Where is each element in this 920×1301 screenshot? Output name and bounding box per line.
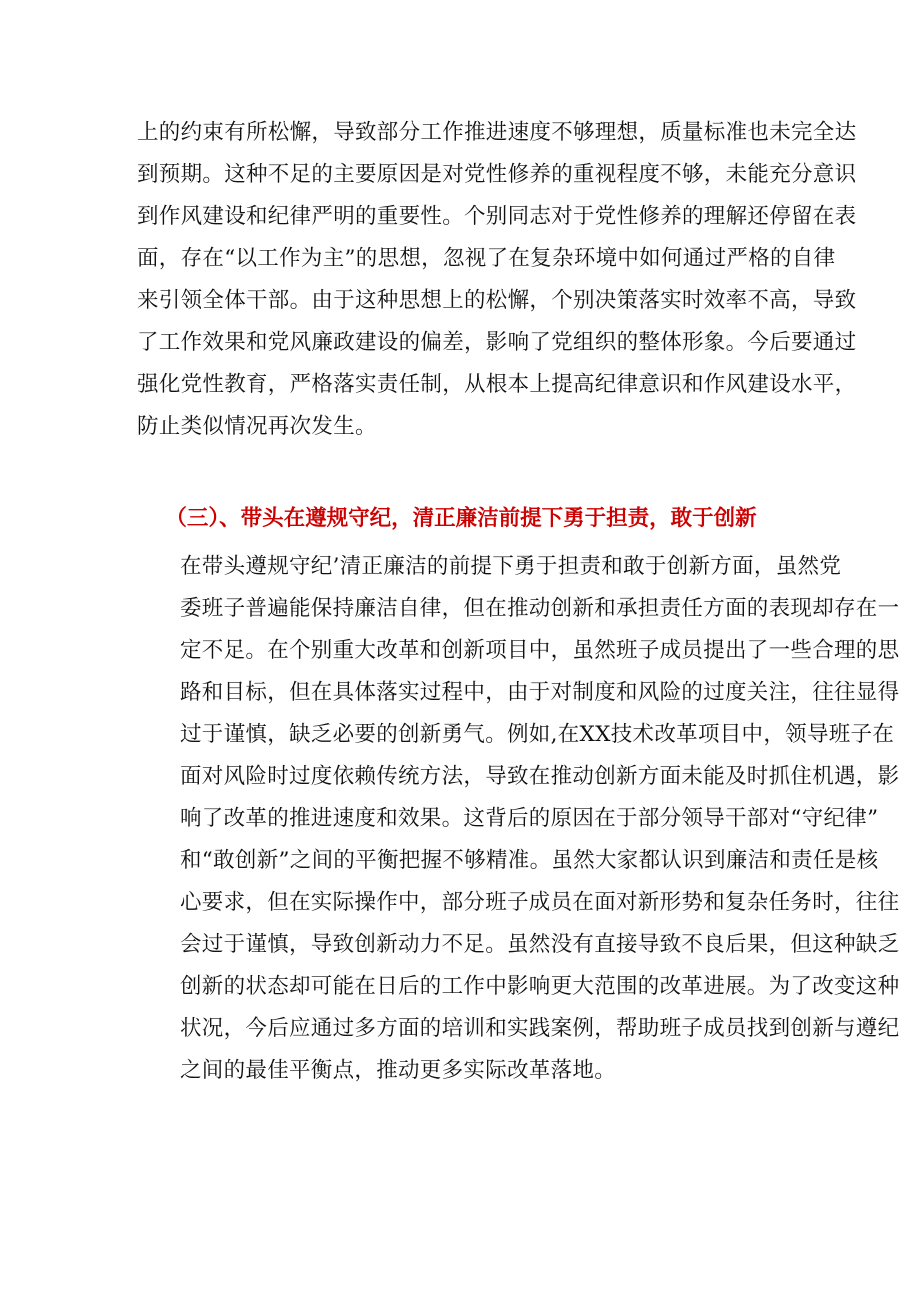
- body-paragraph-1: [137, 112, 857, 448]
- paragraph-line: 响了改革的推进速度和效果。这背后的原因在于部分领导干部对“守纪律”: [180, 806, 879, 831]
- paragraph-line: 在带头遵规守纪’清正廉洁的前提下勇于担责和敢于创新方面，虽然党: [180, 554, 842, 579]
- paragraph-line: 强化党性教育，严格落实责任制，从根本上提高纪律意识和作风建设水平，: [137, 372, 857, 397]
- paragraph-line: 定不足。在个别重大改革和创新项目中，虽然班子成员提出了一些合理的思: [180, 638, 900, 663]
- paragraph-line: 防止类似情况再次发生。: [137, 414, 377, 439]
- paragraph-line: 状况，今后应通过多方面的培训和实践案例，帮助班子成员找到创新与遵纪: [180, 1016, 900, 1041]
- paragraph-line: 之间的最佳平衡点，推动更多实际改革落地。: [180, 1058, 617, 1083]
- paragraph-line: 上的约束有所松懈，导致部分工作推进速度不够理想，质量标准也未完全达: [137, 120, 857, 145]
- paragraph-line: 和“敢创新”之间的平衡把握不够精准。虽然大家都认识到廉洁和责任是核: [180, 848, 879, 873]
- section-heading: （三）、带头在遵规守纪，清正廉洁前提下勇于担责，敢于创新: [165, 506, 757, 531]
- paragraph-line: 创新的状态却可能在日后的工作中影响更大范围的改革进展。为了改变这种: [180, 974, 900, 999]
- paragraph-line: 过于谨慎，缺乏必要的创新勇气。例如,在XX技术改革项目中，领导班子在: [180, 722, 895, 747]
- paragraph-line: 面对风险时过度依赖传统方法，导致在推动创新方面未能及时抓住机遇，影: [180, 764, 900, 789]
- paragraph-line: 到预期。这种不足的主要原因是对党性修养的重视程度不够，未能充分意识: [137, 162, 857, 187]
- paragraph-line: 心要求，但在实际操作中，部分班子成员在面对新形势和复杂任务时，往往: [180, 890, 900, 915]
- paragraph-line: 到作风建设和纪律严明的重要性。个别同志对于党性修养的理解还停留在表: [137, 204, 857, 229]
- paragraph-line: 委班子普遍能保持廉洁自律，但在推动创新和承担责任方面的表现却存在一: [180, 596, 900, 621]
- paragraph-line: 来引领全体干部。由于这种思想上的松懈，个别决策落实时效率不高，导致: [137, 288, 857, 313]
- paragraph-line: 路和目标，但在具体落实过程中，由于对制度和风险的过度关注，往往显得: [180, 680, 900, 705]
- paragraph-line: 了工作效果和党风廉政建设的偏差，影响了党组织的整体形象。今后要通过: [137, 330, 857, 355]
- body-paragraph-2: [137, 546, 900, 1092]
- paragraph-line: 会过于谨慎，导致创新动力不足。虽然没有直接导致不良后果，但这种缺乏: [180, 932, 900, 957]
- paragraph-line: 面，存在“以工作为主”的思想，忽视了在复杂环境中如何通过严格的自律: [137, 246, 836, 271]
